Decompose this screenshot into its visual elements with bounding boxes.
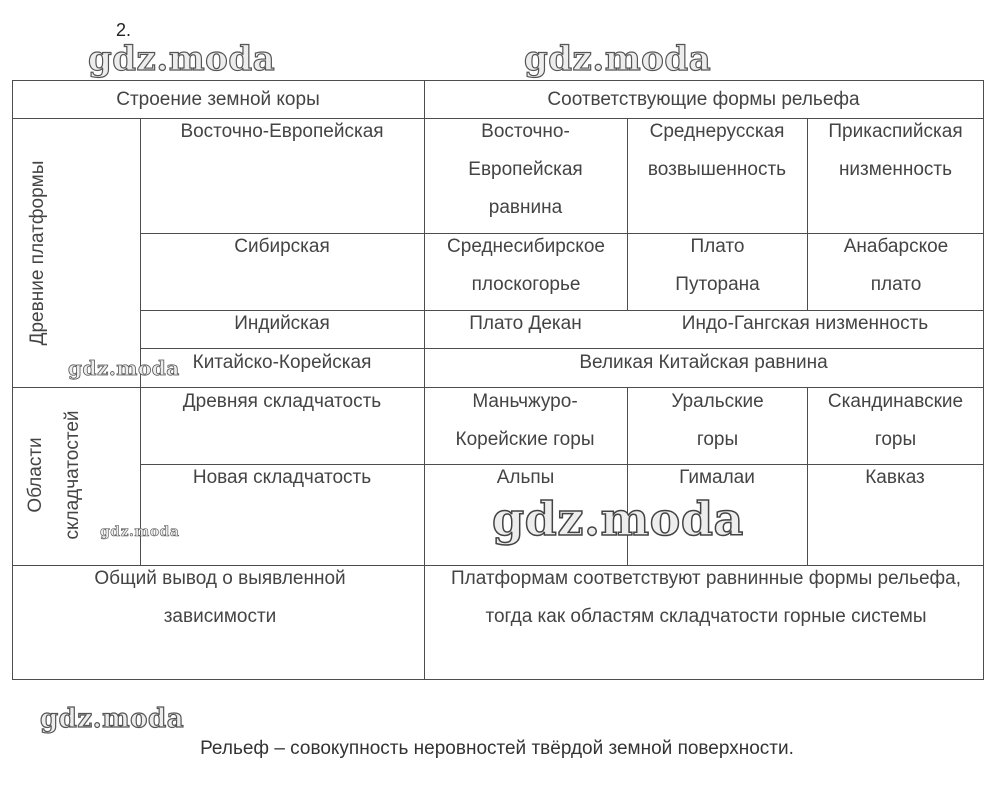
watermark-logo: gdz.moda: [100, 524, 180, 540]
relief-anabar-plateau: Анабарское плато: [843, 236, 949, 295]
watermark-logo: gdz.moda: [68, 356, 180, 380]
relief-alps: Альпы: [496, 467, 555, 488]
relief-putorana-plateau: Плато Путорана: [675, 236, 760, 295]
relief-great-chinese-plain: Великая Китайская равнина: [579, 352, 828, 373]
relief-ural-mountains: Уральские горы: [671, 391, 764, 450]
structure-sino-korean: Китайско-Корейская: [192, 352, 372, 373]
conclusion-label: Общий вывод о выявленной зависимости: [94, 568, 346, 627]
watermark-logo: gdz.moda: [88, 39, 276, 79]
group-label-ancient-platforms: Древние платформы: [27, 160, 48, 346]
structure-new-folding: Новая складчатость: [192, 467, 372, 488]
header-relief-forms: Соответствующие формы рельефа: [547, 89, 860, 110]
header-structure: Строение земной коры: [116, 89, 320, 110]
group-label-fold-areas-line1: Области: [25, 437, 46, 513]
relief-caucasus: Кавказ: [865, 467, 925, 488]
structure-ancient-folding: Древняя складчатость: [182, 391, 382, 412]
structure-east-european: Восточно-Европейская: [180, 121, 384, 142]
relief-central-russian-upland: Среднерусская возвышенность: [647, 121, 787, 180]
relief-indo-gangetic-lowland: Индо-Гангская низменность: [681, 313, 929, 334]
watermark-logo: gdz.moda: [40, 704, 185, 734]
structure-siberian: Сибирская: [234, 236, 330, 257]
watermark-logo: gdz.moda: [524, 39, 712, 79]
relief-scandinavian-mountains: Скандинавские горы: [827, 391, 964, 450]
structure-indian: Индийская: [234, 313, 330, 334]
group-label-fold-areas-line2: складчатостей: [62, 410, 83, 540]
relief-caspian-lowland: Прикаспийская низменность: [828, 121, 963, 180]
watermark-logo: gdz.moda: [492, 492, 744, 546]
task-number: 2.: [116, 20, 132, 40]
relief-himalayas: Гималаи: [679, 467, 755, 488]
conclusion-text: Платформам соответствуют равнинные формы рельефа, тогда как областям складчатости горные системы: [450, 568, 962, 627]
relief-deccan-plateau: Плато Декан: [469, 313, 582, 334]
relief-central-siberian-plateau: Среднесибирское плоскогорье: [447, 236, 605, 295]
relief-manchu-korean-mountains: Маньчжуро-Корейские горы: [455, 391, 595, 450]
relief-east-european-plain: Восточно-Европейская равнина: [468, 121, 583, 218]
footer-definition: Рельеф – совокупность неровностей твёрдой земной поверхности.: [200, 738, 794, 759]
